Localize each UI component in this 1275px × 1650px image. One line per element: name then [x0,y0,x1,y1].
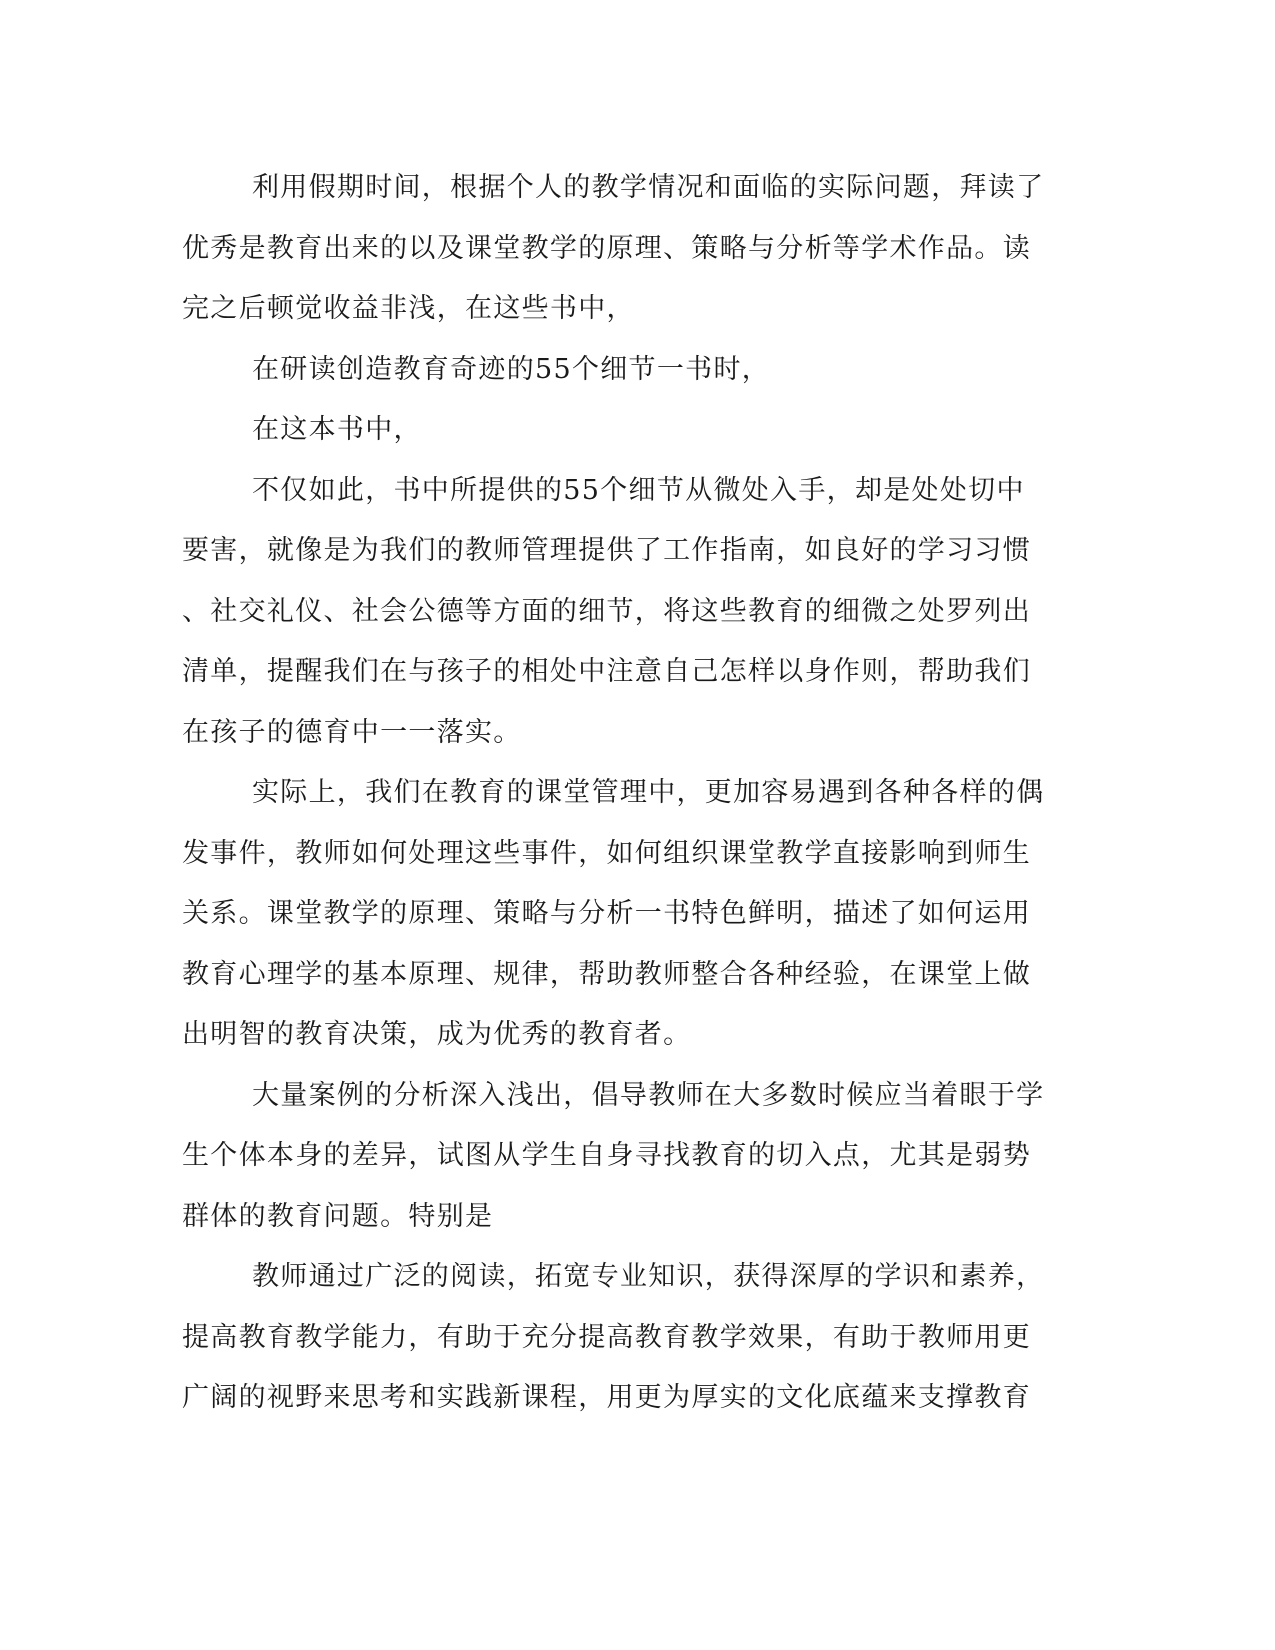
text-line: 在研读创造教育奇迹的55个细节一书时， [252,353,771,385]
text-line: 在这本书中， [252,414,422,445]
text-line: 出明智的教育决策，成为优秀的教育者。 [182,1019,692,1050]
text-line: 完之后顿觉收益非浅，在这些书中， [182,293,635,324]
paragraph-6 [182,1066,1045,1248]
text-line: 在孩子的德育中一一落实。 [182,716,522,748]
text-line: 发事件，教师如何处理这些事件，如何组织课堂教学直接影响到师生 [182,837,1031,869]
text-line: 大量案例的分析深入浅出，倡导教师在大多数时候应当着眼于学 [252,1079,1045,1111]
text-line: 关系。课堂教学的原理、策略与分析一书特色鲜明，描述了如何运用 [182,898,1031,929]
text-line: 教师通过广泛的阅读，拓宽专业知识，获得深厚的学识和素养， [252,1261,1045,1292]
paragraph-5 [182,763,1045,1066]
text-line: 教育心理学的基本原理、规律，帮助教师整合各种经验，在课堂上做 [182,958,1031,990]
text-line: 要害，就像是为我们的教师管理提供了工作指南，如良好的学习习惯 [182,535,1031,566]
text-line: 利用假期时间，根据个人的教学情况和面临的实际问题，拜读了 [252,172,1045,203]
text-line: 提高教育教学能力，有助于充分提高教育教学效果，有助于教师用更 [182,1321,1031,1353]
text-line: 生个体本身的差异，试图从学生自身寻找教育的切入点，尤其是弱势 [182,1140,1031,1171]
text-line: 广阔的视野来思考和实践新课程，用更为厚实的文化底蕴来支撑教育 [182,1382,1031,1413]
document-body [182,158,1045,1429]
paragraph-4 [182,461,1042,764]
text-line: 、社交礼仪、社会公德等方面的细节，将这些教育的细微之处罗列出 [182,595,1031,627]
paragraph-1 [182,158,1045,340]
text-line: 优秀是教育出来的以及课堂教学的原理、策略与分析等学术作品。读 [182,232,1031,264]
text-line: 清单，提醒我们在与孩子的相处中注意自己怎样以身作则，帮助我们 [182,656,1031,687]
text-line: 实际上，我们在教育的课堂管理中，更加容易遇到各种各样的偶 [252,777,1045,808]
paragraph-3 [182,400,1042,461]
paragraph-2 [182,340,1042,401]
text-line: 不仅如此，书中所提供的55个细节从微处入手，却是处处切中 [252,474,1025,506]
text-line: 群体的教育问题。特别是 [182,1200,494,1232]
paragraph-7 [182,1247,1045,1429]
